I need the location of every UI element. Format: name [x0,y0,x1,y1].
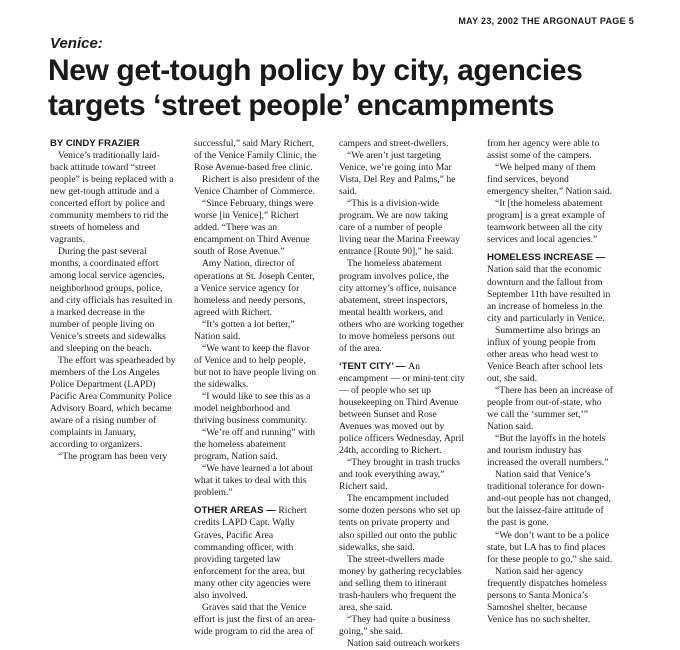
article-paragraph [339,457,465,493]
article-paragraph [487,530,613,566]
paragraph-text: Graves said that the Venice effort is just the first of an area-wide program to rid the area of [194,601,316,637]
paragraph-text: Nation said that the economic downturn and the fallout from September 11th have resulted in an increase of homeless in the city and particularly in Venice. [487,264,611,324]
paragraph-text: from her agency were able to assist some of the campers. [487,138,600,162]
paragraph-text: Richert is also president of the Venice Chamber of Commerce. [194,174,319,198]
article-column-2 [194,138,320,637]
paragraph-text: The effort was spearheaded by members of the Los Angeles Police Department (LAPD) Pacific Area Community Police Advisory Board, which became aware of a rising number of complaints in January, according to organizers. [50,354,176,451]
section-kicker: Venice: [50,35,103,52]
article-paragraph [339,258,465,354]
article-paragraph [194,391,320,427]
article-paragraph [194,198,320,258]
article-paragraph [487,138,613,162]
paragraph-text: “This is a division-wide program. We are now taking care of a number of people living near the Marina Freeway entrance [Route 90],” he said. [339,198,460,258]
subhead-lead: ‘TENT CITY’ — [339,360,409,372]
paragraph-text: “We want to keep the flavor of Venice and to help people, but not to have people living on the sidewalks. [194,342,317,390]
subhead-lead: HOMELESS INCREASE — [487,252,606,264]
byline: BY CINDY FRAZIER [50,138,140,149]
paragraph-text: campers and street-dwellers. [339,138,449,149]
paragraph-text: Nation said her agency frequently dispatches homeless persons to Santa Monica’s Samoshel shelter, because Venice has no such shelter. [487,565,607,625]
paragraph-text: The street-dwellers made money by gathering recyclables and selling them to itinerant trash-haulers who frequent the area, she said. [339,553,462,613]
article-paragraph [339,361,465,457]
paragraph-text: “There has been an increase of people from out-of-state, who we call the ‘summer set,’” Nation said. [487,384,613,433]
article-paragraph [487,198,613,246]
article-paragraph [339,614,465,638]
paragraph-text: The encampment included some dozen persons who set up tents on private property and also spilled out onto the public sidewalks, she said. [339,493,461,553]
headline [48,53,648,123]
page-header: MAY 23, 2002 THE ARGONAUT PAGE 5 [458,16,634,26]
article-paragraph [487,469,613,529]
article-paragraph [194,463,320,499]
paragraph-text: successful,” said Mary Richert, of the Venice Family Clinic, the Rose Avenue-based free clinic. [194,138,317,174]
article-paragraph [194,427,320,463]
paragraph-text: The homeless abatement program involves police, the city attorney’s office, nuisance abatement, street inspectors, mental health workers, and others who are working together to move homeless persons out of the area. [339,258,464,354]
article-paragraph [339,638,465,650]
paragraph-text: “But the layoffs in the hotels and tourism industry has increased the overall numbers.” [487,433,609,469]
article-paragraph [339,198,465,258]
article-paragraph [487,252,613,324]
article-paragraph [339,554,465,614]
subhead-lead: OTHER AREAS — [194,505,279,517]
paragraph-text: Richert credits LAPD Capt. Wally Graves, Pacific Area commanding officer, with providing targeted law enforcement for the area, but many other city agencies were also involved. [194,505,311,601]
headline-line: New get-tough policy by city, agencies [48,54,583,87]
article-paragraph [487,385,613,433]
paragraph-text: “We don’t want to be a police state, but LA has to find places for these people to go,” she said. [487,529,613,565]
paragraph-text: Summertime also brings an influx of young people from other areas who head west to Venice Beach after school lets out, she said. [487,324,603,384]
article-paragraph [194,602,320,638]
paragraph-text: “I would like to see this as a model neighborhood and thriving business community. [194,390,311,427]
article-paragraph [487,325,613,385]
headline-line: targets ‘street people’ encampments [48,89,555,122]
article-paragraph [194,505,320,601]
article-paragraph [194,319,320,343]
article-paragraph [194,343,320,391]
paragraph-text: “The program has been very [58,451,168,463]
paragraph-text: Nation said that Venice’s traditional tolerance for down-and-out people has not changed, but the laissez-faire attitude of the past is gone. [487,469,611,529]
paragraph-text: Nation said outreach workers [347,637,460,649]
article-paragraph [50,355,176,451]
article-paragraph [339,150,465,198]
article-paragraph [487,566,613,626]
article-column-3 [339,138,465,649]
paragraph-text: “We have learned a lot about what it takes to deal with this problem.” [194,463,313,499]
article-paragraph [194,258,320,318]
article-column-4 [487,138,613,625]
paragraph-text: “We aren’t just targeting Venice, we’re going into Mar Vista, Del Rey and Palms,” he said. [339,150,456,198]
paragraph-text: An encampment — or mini-tent city — of people who set up housekeeping on Third Avenue between Sunset and Rose Avenues was moved out by police officers Wednesday, April 24th, according to Richert. [339,360,465,457]
article-paragraph [339,138,465,150]
paragraph-text: “It [the homeless abatement program] is a great example of teamwork between all the city services and local agencies.” [487,198,606,246]
paragraph-text: Amy Nation, director of operations at St. Joseph Center, a Venice service agency for homeless and needy persons, agreed with Richert. [194,258,315,318]
article-paragraph [50,150,176,246]
article-paragraph [194,138,320,174]
paragraph-text: Venice’s traditionally laid-back attitude toward “street people” is being replaced with a new get-tough attitude and a concerted effort by police and community members to rid the streets of homeless and vagrants. [50,150,174,246]
paragraph-text: “It’s gotten a lot better,” Nation said. [194,318,295,342]
paragraph-text: “We’re off and running” with the homeless abatement program, Nation said. [194,427,316,463]
paragraph-text: “We helped many of them find services, beyond emergency shelter,” Nation said. [487,162,612,198]
article-paragraph [194,174,320,198]
article-column-1 [50,138,176,608]
article-paragraph [50,451,176,463]
paragraph-text: “They had quite a business going,” she said. [339,613,451,637]
article-paragraph [487,433,613,469]
article-paragraph [487,162,613,198]
paragraph-text: “They brought in trash trucks and took everything away,” Richert said. [339,457,460,493]
paragraph-text: “Since February, things were worse [in Venice],” Richert added. “There was an encampment on Third Avenue south of Rose Avenue.” [194,198,314,258]
article-paragraph [50,246,176,354]
paragraph-text: During the past several months, a coordinated effort among local service agencies, neighborhood groups, police, and city officials has resulted in a marked decrease in the number of people living on Venice’s streets and sidewalks and sleeping on the beach. [50,246,173,354]
article-paragraph [339,493,465,553]
